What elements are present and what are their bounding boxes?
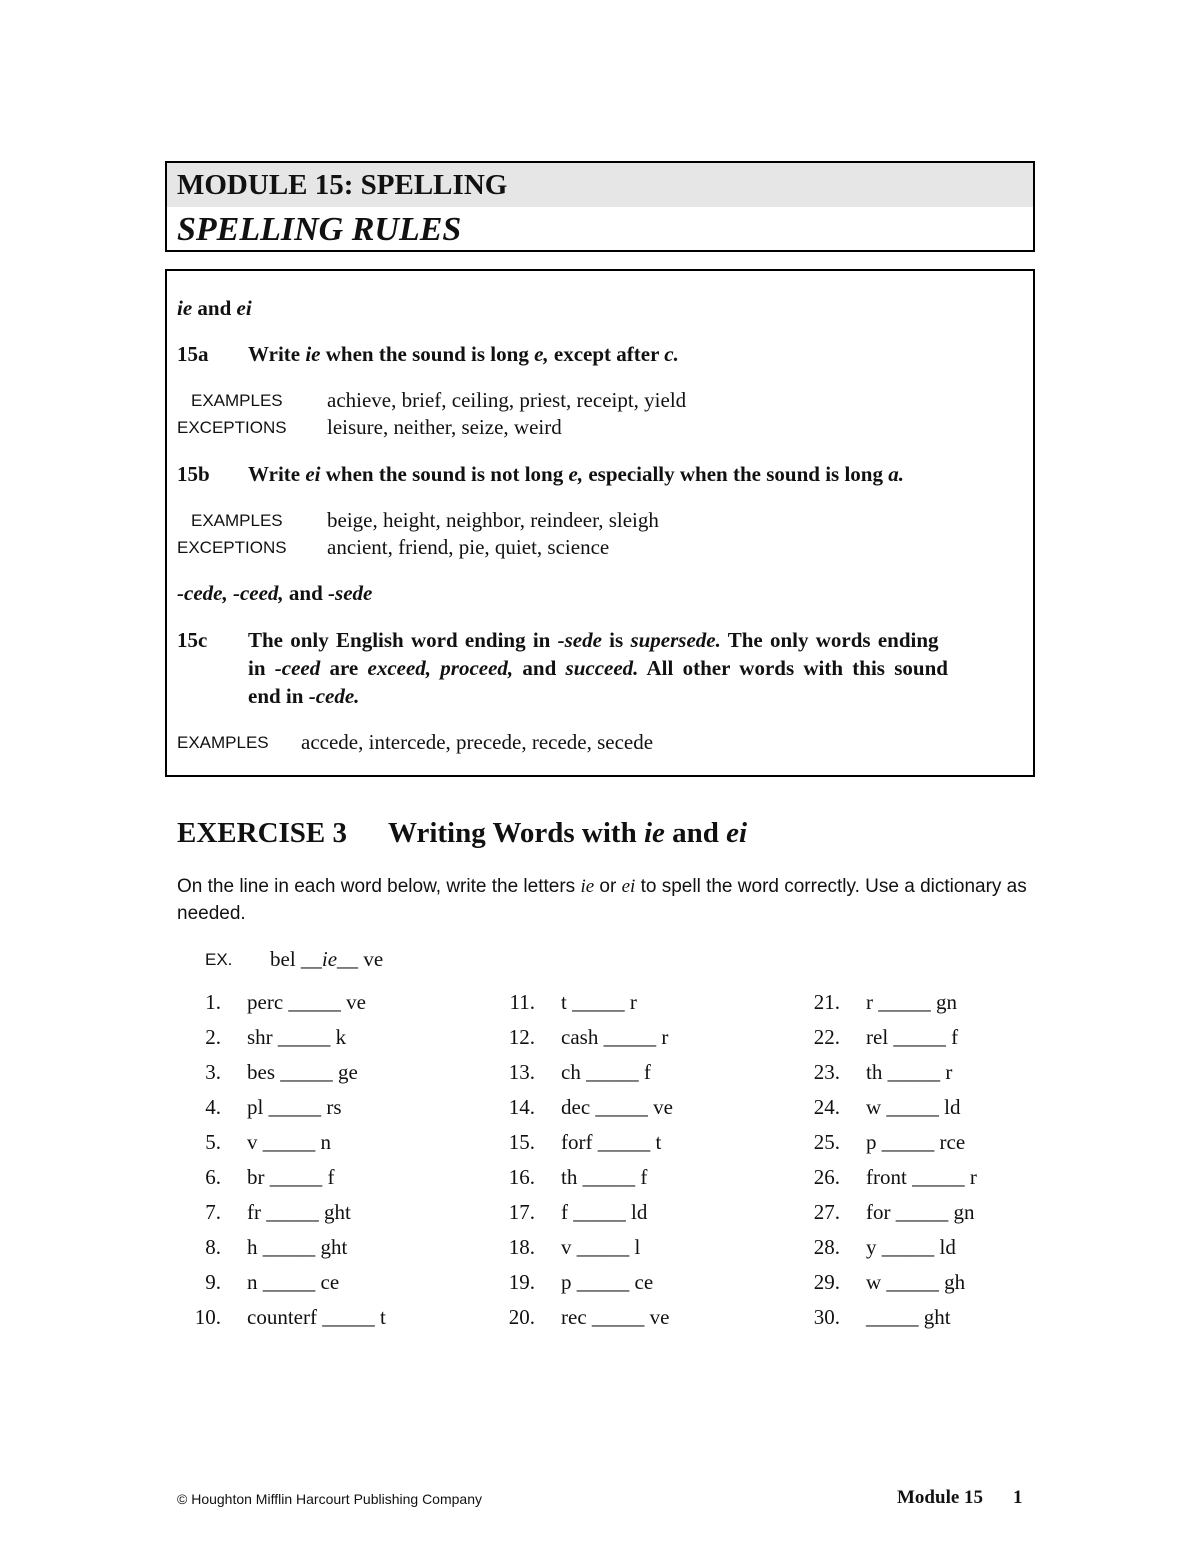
rules-box xyxy=(165,269,1035,777)
heading-ie: ie xyxy=(177,296,193,320)
item-word[interactable]: rec _____ ve xyxy=(561,1305,670,1329)
item-word[interactable]: ch _____ f xyxy=(561,1060,651,1084)
item-word[interactable]: r _____ gn xyxy=(866,990,957,1014)
item-word[interactable]: t _____ r xyxy=(561,990,637,1014)
section-title: SPELLING RULES xyxy=(177,211,462,248)
item-number: 21. xyxy=(813,990,840,1014)
item-number: 9. xyxy=(205,1270,221,1294)
item-word[interactable]: y _____ ld xyxy=(866,1235,956,1259)
rule-15a-id: 15a xyxy=(177,342,209,366)
exercise-title xyxy=(177,817,748,850)
rule-15b-exceptions-label: EXCEPTIONS xyxy=(177,538,287,557)
rule-15a-exceptions-label: EXCEPTIONS xyxy=(177,418,287,437)
item-word[interactable]: v _____ l xyxy=(561,1235,641,1259)
item-word[interactable]: h _____ ght xyxy=(247,1235,348,1259)
rule-15b-id: 15b xyxy=(177,462,210,486)
rule-15c-line3: end in -cede. xyxy=(248,684,360,708)
rule-15c-line1: The only English word ending in -sede is supersede. The only words ending xyxy=(248,628,939,652)
item-word[interactable]: w _____ gh xyxy=(866,1270,966,1294)
item-number: 24. xyxy=(813,1095,840,1119)
item-word[interactable]: front _____ r xyxy=(866,1165,977,1189)
item-number: 19. xyxy=(508,1270,535,1294)
item-number: 10. xyxy=(194,1305,221,1329)
item-number: 2. xyxy=(205,1025,221,1049)
item-word[interactable]: rel _____ f xyxy=(866,1025,959,1049)
item-number: 26. xyxy=(813,1165,840,1189)
item-number: 3. xyxy=(205,1060,221,1084)
exercise-subtitle: Writing Words with ie and ei xyxy=(388,817,748,849)
page-number: 1 xyxy=(1013,1487,1023,1508)
item-word[interactable]: pl _____ rs xyxy=(247,1095,342,1119)
heading-and: and xyxy=(192,296,237,320)
footer-module: Module 15 xyxy=(897,1487,984,1508)
item-number: 6. xyxy=(205,1165,221,1189)
item-word[interactable]: for _____ gn xyxy=(866,1200,975,1224)
rule-15a-text: Write ie when the sound is long e, except after c. xyxy=(248,342,679,366)
item-number: 7. xyxy=(205,1200,221,1224)
rule-15b-examples: beige, height, neighbor, reindeer, sleigh xyxy=(327,508,659,532)
item-word[interactable]: cash _____ r xyxy=(561,1025,669,1049)
item-number: 11. xyxy=(509,990,535,1014)
item-word[interactable]: n _____ ce xyxy=(247,1270,340,1294)
item-number: 12. xyxy=(508,1025,535,1049)
rule-15b-text: Write ei when the sound is not long e, especially when the sound is long a. xyxy=(248,462,904,486)
exercise-instructions: On the line in each word below, write the letters ie or ei to spell the word correctly. Use a dictionary as needed. xyxy=(177,876,1027,924)
item-number: 15. xyxy=(508,1130,535,1154)
item-word[interactable]: p _____ rce xyxy=(866,1130,966,1154)
module-header xyxy=(165,161,1035,252)
item-word[interactable]: w _____ ld xyxy=(866,1095,961,1119)
item-word[interactable]: br _____ f xyxy=(247,1165,335,1189)
example-word: bel __ie__ ve xyxy=(270,947,384,971)
item-number: 20. xyxy=(508,1305,535,1329)
item-number: 22. xyxy=(813,1025,840,1049)
item-word[interactable]: th _____ f xyxy=(561,1165,648,1189)
example-label: EX. xyxy=(205,950,233,969)
item-number: 29. xyxy=(813,1270,840,1294)
rule-15b-exceptions: ancient, friend, pie, quiet, science xyxy=(327,535,610,559)
item-number: 14. xyxy=(508,1095,535,1119)
item-word[interactable]: dec _____ ve xyxy=(561,1095,673,1119)
copyright-notice: © Houghton Mifflin Harcourt Publishing Company xyxy=(177,1491,482,1507)
item-number: 5. xyxy=(205,1130,221,1154)
item-word[interactable]: p _____ ce xyxy=(561,1270,654,1294)
item-word[interactable]: _____ ght xyxy=(866,1305,951,1329)
item-number: 28. xyxy=(813,1235,840,1259)
item-word[interactable]: forf _____ t xyxy=(561,1130,662,1154)
item-number: 16. xyxy=(508,1165,535,1189)
rule-15a-examples-label: EXAMPLES xyxy=(191,391,283,410)
item-number: 18. xyxy=(508,1235,535,1259)
item-number: 25. xyxy=(813,1130,840,1154)
rule-15c-examples-label: EXAMPLES xyxy=(177,733,269,752)
module-title: MODULE 15: SPELLING xyxy=(177,169,508,201)
rule-15c-id: 15c xyxy=(177,628,208,652)
item-word[interactable]: fr _____ ght xyxy=(247,1200,351,1224)
item-number: 27. xyxy=(813,1200,840,1224)
ie-ei-heading xyxy=(177,296,252,321)
item-number: 13. xyxy=(508,1060,535,1084)
exercise-number: EXERCISE 3 xyxy=(177,817,348,849)
item-number: 30. xyxy=(813,1305,840,1329)
rule-15b-examples-label: EXAMPLES xyxy=(191,511,283,530)
rule-15a-examples: achieve, brief, ceiling, priest, receipt, yield xyxy=(327,388,687,412)
item-word[interactable]: f _____ ld xyxy=(561,1200,648,1224)
rule-15c-line2: in -ceed are exceed, proceed, and succeed. All other words with this sound xyxy=(248,656,948,680)
heading-ei: ei xyxy=(236,296,252,320)
rule-15a-exceptions: leisure, neither, seize, weird xyxy=(327,415,562,439)
rule-15c-examples: accede, intercede, precede, recede, secede xyxy=(301,730,654,754)
item-word[interactable]: counterf _____ t xyxy=(247,1305,386,1329)
item-word[interactable]: bes _____ ge xyxy=(247,1060,358,1084)
item-number: 17. xyxy=(508,1200,535,1224)
item-word[interactable]: shr _____ k xyxy=(247,1025,347,1049)
item-number: 8. xyxy=(205,1235,221,1259)
cede-heading: -cede, -ceed, and -sede xyxy=(177,581,373,605)
item-word[interactable]: perc _____ ve xyxy=(247,990,366,1014)
item-word[interactable]: v _____ n xyxy=(247,1130,331,1154)
item-number: 1. xyxy=(205,990,221,1014)
item-word[interactable]: th _____ r xyxy=(866,1060,953,1084)
item-number: 23. xyxy=(813,1060,840,1084)
item-number: 4. xyxy=(205,1095,221,1119)
